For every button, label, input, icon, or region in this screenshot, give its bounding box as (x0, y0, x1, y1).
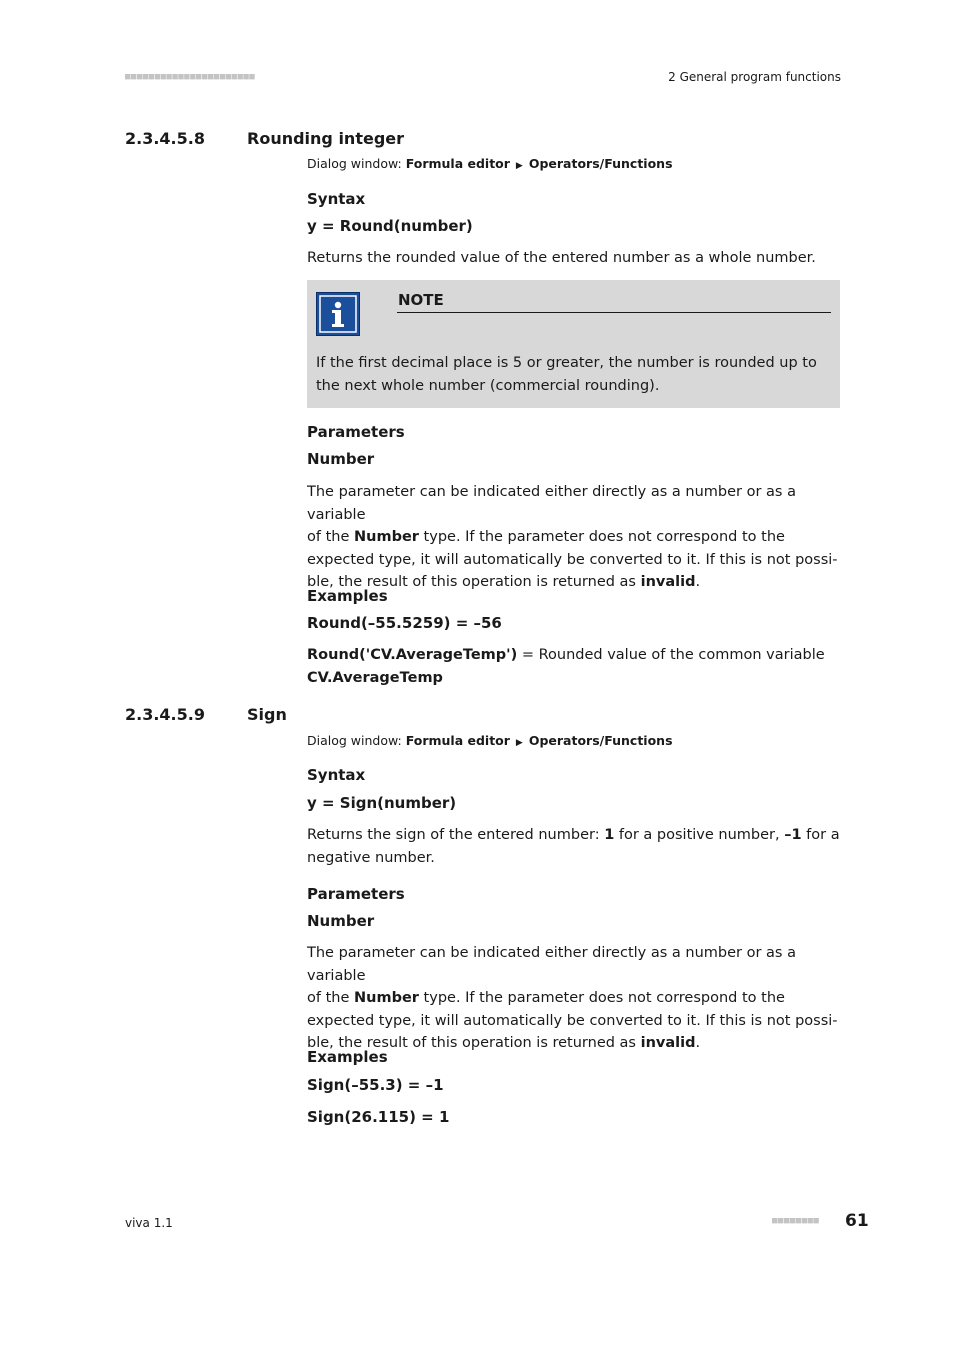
syntax-formula: y = Sign(number) (307, 794, 457, 812)
note-title: NOTE (398, 291, 444, 309)
product-version: viva 1.1 (125, 1216, 173, 1230)
example-2: Round('CV.AverageTemp') = Rounded value of the common variable CV.AverageTemp (307, 647, 825, 686)
note-text: If the first decimal place is 5 or greater, the number is rounded up to the next whole number (commercial rounding). (316, 355, 817, 394)
section-number: 2.3.4.5.8 (125, 129, 205, 148)
parameters-heading: Parameters (307, 423, 405, 441)
parameter-description: The parameter can be indicated either directly as a number or as a variable of the Number type. If the parameter does not correspond to the expected type, it will automatically be converted to it. If this is not possi- ble, the result of this operation is returned as invalid. (307, 484, 838, 590)
section-title: Rounding integer (247, 129, 405, 148)
description: Returns the sign of the entered number: 1 for a positive number, –1 for a negative number. (307, 827, 840, 866)
parameter-name: Number (307, 450, 375, 468)
page-number: 61 (845, 1211, 869, 1231)
parameters-heading: Parameters (307, 885, 405, 903)
dialog-path: Dialog window: Formula editor ▶ Operators/Functions (307, 156, 673, 171)
example-1: Round(–55.5259) = –56 (307, 614, 502, 632)
info-icon (316, 292, 360, 336)
description: Returns the rounded value of the entered number as a whole number. (307, 250, 816, 266)
parameter-description: The parameter can be indicated either directly as a number or as a variable of the Number type. If the parameter does not correspond to the expected type, it will automatically be converted to it. If this is not possi- ble, the result of this operation is returned as invalid. (307, 945, 838, 1051)
section-number: 2.3.4.5.9 (125, 705, 205, 724)
examples-heading: Examples (307, 587, 388, 605)
syntax-formula: y = Round(number) (307, 217, 473, 235)
footer-marker: ■■■■■■■■ (772, 1216, 820, 1226)
syntax-heading: Syntax (307, 766, 366, 784)
header-marker: ■■■■■■■■■■■■■■■■■■■■■■ (125, 72, 256, 82)
syntax-heading: Syntax (307, 190, 366, 208)
section-title: Sign (247, 705, 287, 724)
example-2: Sign(26.115) = 1 (307, 1108, 450, 1126)
note-divider (397, 312, 831, 313)
parameter-name: Number (307, 912, 375, 930)
chapter-title: 2 General program functions (668, 70, 841, 84)
dialog-path: Dialog window: Formula editor ▶ Operators/Functions (307, 733, 673, 748)
examples-heading: Examples (307, 1048, 388, 1066)
triangle-right-icon: ▶ (515, 161, 523, 171)
example-1: Sign(–55.3) = –1 (307, 1076, 444, 1094)
triangle-right-icon: ▶ (515, 738, 523, 748)
